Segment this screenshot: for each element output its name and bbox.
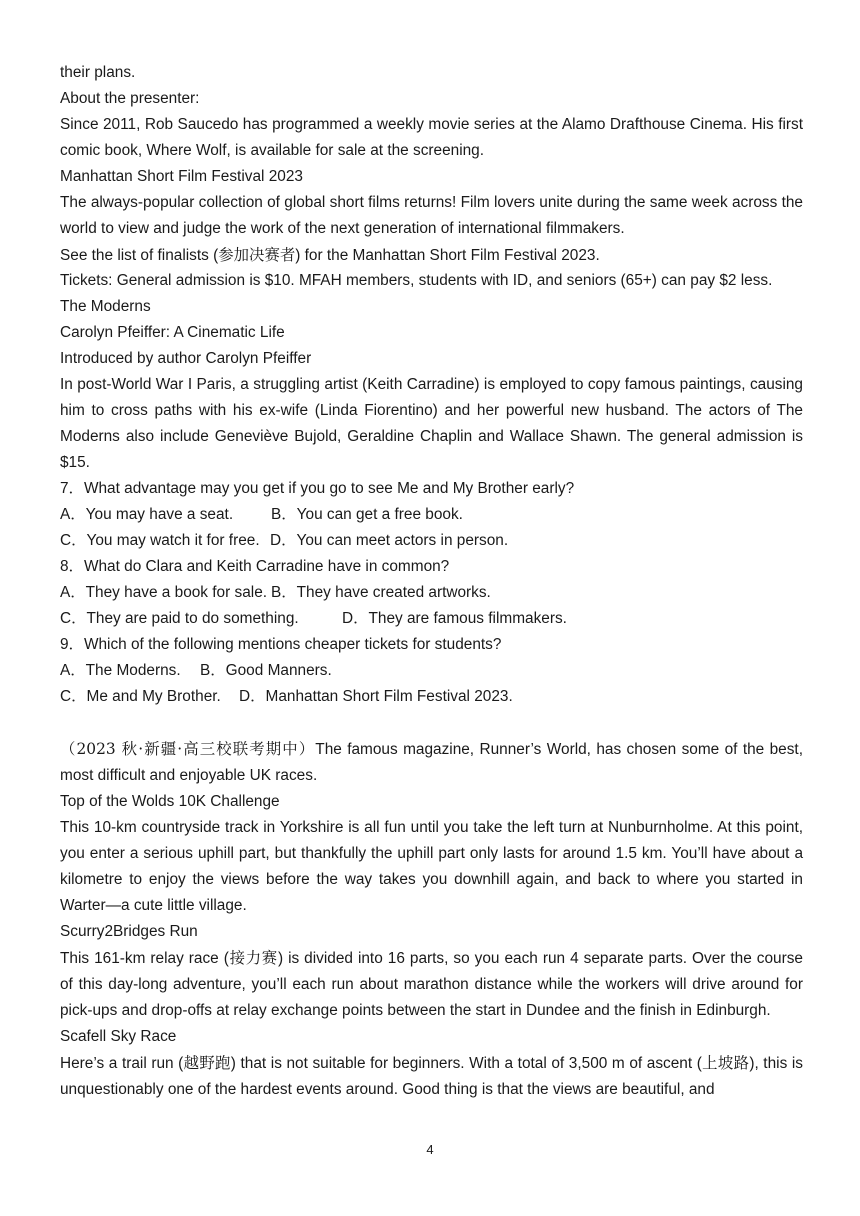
question-stem: 9．Which of the following mentions cheaper tickets for students? (60, 636, 502, 653)
option-d: D．Manhattan Short Film Festival 2023. (239, 688, 513, 705)
paragraph: This 10-km countryside track in Yorkshire is all fun until you take the left turn at Nunburnholme. At this point, you enter a serious uphill part, but thankfully the uphill part only lasts for around 1.5 km. You’ll have about a kilometre to enjoy the views before the way takes you downhill again, and back to where you started in Warter—a cute little village. (60, 819, 803, 914)
paragraph: In post-World War I Paris, a struggling artist (Keith Carradine) is employed to copy famous paintings, causing him to cross paths with his ex-wife (Linda Fiorentino) and her powerful new husband. The actors of The Moderns also include Geneviève Bujold, Geraldine Chaplin and Wallace Shawn. The general admission is $15. (60, 376, 803, 471)
section-heading: Scurry2Bridges Run (60, 923, 198, 940)
option-c: C．Me and My Brother. (60, 688, 221, 705)
text-span: Here’s a trail run ( (60, 1055, 184, 1072)
section-heading: The Moderns (60, 298, 151, 315)
passage-intro (60, 736, 803, 789)
paragraph: The always-popular collection of global short films returns! Film lovers unite during the same week across the world to view and judge the work of the next generation of international filmmakers. (60, 194, 803, 237)
text-line (60, 242, 803, 268)
option-d: D．They are famous filmmakers. (342, 610, 567, 627)
option-a: A．You may have a seat. (60, 506, 234, 523)
cjk-gloss: 参加决赛者 (218, 246, 296, 264)
source-tag: （2023 秋·新疆·高三校联考期中） (60, 740, 316, 758)
option-d: D．You can meet actors in person. (270, 532, 509, 549)
option-row (60, 684, 803, 710)
paragraph (60, 1050, 803, 1103)
text-span: ) is divided into 16 parts, so you each run 4 separate parts. Over the course of this day-long adventure, you’ll each run about marathon distance while the workers will drive around for pick-ups and drop-offs at relay exchange points between the start in Dundee and the finish in Edinburgh. (60, 950, 803, 1019)
option-c: C．They are paid to do something. (60, 610, 299, 627)
question-stem: 7．What advantage may you get if you go to see Me and My Brother early? (60, 480, 575, 497)
option-row (60, 606, 803, 632)
text-span: ), this is unquestionably one of the hardest events around. Good thing is that the views are beautiful, and (60, 1055, 803, 1098)
text-span: ) that is not suitable for beginners. With a total of 3,500 m of ascent ( (230, 1055, 702, 1072)
option-row (60, 502, 803, 528)
page-number: 4 (426, 1142, 434, 1157)
option-b: B．They have created artworks. (271, 584, 491, 601)
option-row (60, 528, 803, 554)
option-a: A．The Moderns. (60, 662, 181, 679)
cjk-gloss: 越野跑 (183, 1054, 231, 1072)
text-span: See the list of finalists ( (60, 247, 219, 264)
option-a: A．They have a book for sale. (60, 584, 268, 601)
page-body (60, 60, 803, 1103)
text-line: their plans. (60, 64, 136, 81)
option-b: B．You can get a free book. (271, 506, 463, 523)
question-stem: 8．What do Clara and Keith Carradine have in common? (60, 558, 450, 575)
spacer (60, 710, 803, 736)
section-heading: Top of the Wolds 10K Challenge (60, 793, 280, 810)
text-line: Introduced by author Carolyn Pfeiffer (60, 350, 312, 367)
section-heading: Manhattan Short Film Festival 2023 (60, 168, 303, 185)
option-row (60, 658, 803, 684)
cjk-gloss: 接力赛 (228, 949, 278, 967)
text-span: This 161-km relay race ( (60, 950, 229, 967)
text-line: Carolyn Pfeiffer: A Cinematic Life (60, 324, 285, 341)
text-line: About the presenter: (60, 90, 200, 107)
text-span: The famous magazine, Runner’s World, has chosen some of the best, most difficult and enjoyable UK races. (60, 741, 803, 784)
text-line: Tickets: General admission is $10. MFAH members, students with ID, and seniors (65+) can pay $2 less. (60, 272, 773, 289)
cjk-gloss: 上坡路 (701, 1054, 750, 1072)
option-c: C．You may watch it for free. (60, 532, 260, 549)
section-heading: Scafell Sky Race (60, 1028, 177, 1045)
paragraph: Since 2011, Rob Saucedo has programmed a weekly movie series at the Alamo Drafthouse Cinema. His first comic book, Where Wolf, is available for sale at the screening. (60, 116, 803, 159)
text-span: ) for the Manhattan Short Film Festival 2023. (295, 247, 600, 264)
option-row (60, 580, 803, 606)
option-b: B．Good Manners. (200, 662, 332, 679)
paragraph (60, 945, 803, 1024)
